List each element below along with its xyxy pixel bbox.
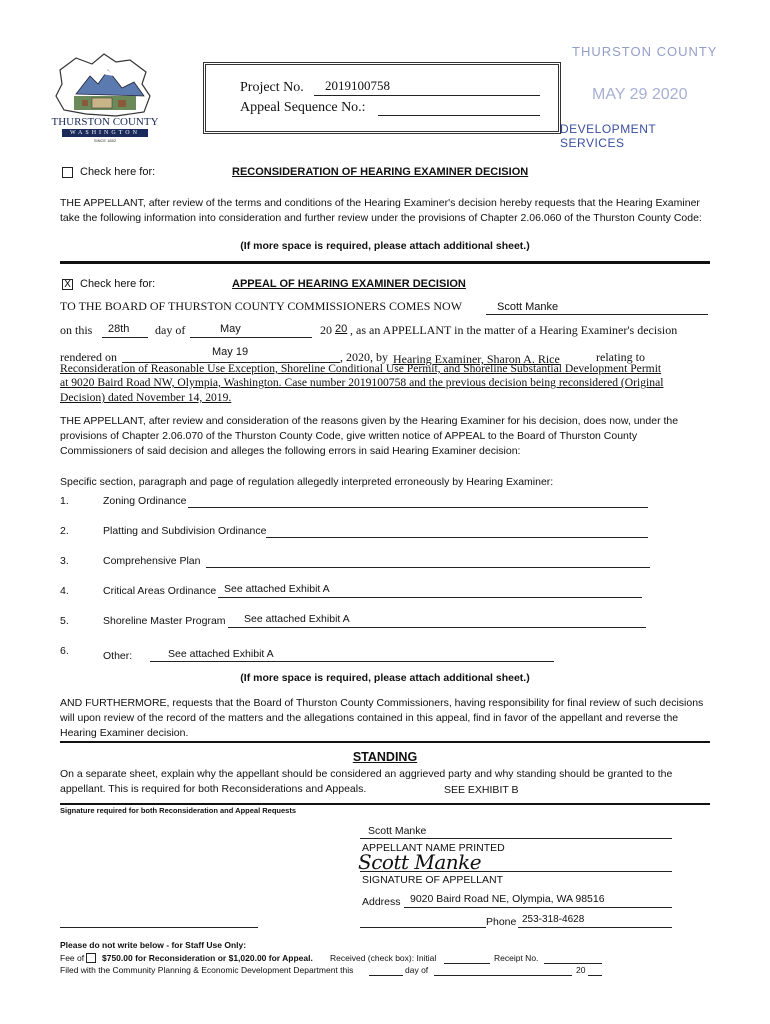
phone-label: Phone: [486, 916, 517, 928]
address-value: 9020 Baird Road NE, Olympia, WA 98516: [410, 893, 605, 905]
staff-blank-line: [60, 927, 258, 928]
standing-divider: [60, 741, 710, 743]
standing-exhibit: SEE EXHIBIT B: [444, 784, 519, 796]
item-label-zoning: Zoning Ordinance: [103, 495, 187, 507]
receipt-label: Receipt No.: [494, 953, 539, 963]
fee-prefix: Fee of: [60, 953, 85, 963]
fee-text: $750.00 for Reconsideration or $1,020.00 for Appeal.: [102, 953, 313, 963]
phone-prefix-line: [360, 927, 486, 928]
county-name: THURSTON COUNTY: [51, 116, 159, 128]
item-value-critical-areas: See attached Exhibit A: [224, 583, 330, 595]
stamp-date: MAY 29 2020: [592, 86, 688, 103]
item-line-shoreline[interactable]: [228, 627, 646, 628]
standing-body: On a separate sheet, explain why the appellant should be considered an aggrieved party and why standing should be granted to the appellant. This is required for both Reconsiderations and Appeals.: [60, 768, 673, 795]
appeal-line1-prefix: TO THE BOARD OF THURSTON COUNTY COMMISSIONERS COMES NOW: [60, 299, 463, 313]
furthermore-text: AND FURTHERMORE, requests that the Board of Thurston County Commissioners, having responsibility for final review of such decisions will upon review of the record of the matters and the allegations contained in this appeal, find in favor of the appellant and reverse the Hearing Examiner decision.: [60, 697, 704, 739]
initial-line[interactable]: [444, 963, 490, 964]
phone-line[interactable]: [518, 927, 672, 928]
appeal-checkbox[interactable]: X: [62, 279, 73, 290]
filed-year: 20: [576, 965, 586, 975]
month-value: May: [220, 323, 241, 335]
reconsideration-note: (If more space is required, please attach additional sheet.): [240, 240, 530, 252]
appellant-name-line: [486, 314, 708, 315]
item-label-shoreline: Shoreline Master Program: [103, 615, 226, 627]
name-printed-value: Scott Manke: [368, 825, 427, 837]
item-number: 1.: [60, 495, 69, 507]
county-seal-icon: [46, 50, 164, 122]
month-line: [190, 337, 312, 338]
matter-line-3: Decision) dated November 14, 2019.: [60, 391, 232, 404]
fee-checkbox[interactable]: [86, 953, 96, 963]
day-line: [102, 337, 148, 338]
appeal-note: (If more space is required, please attach additional sheet.): [240, 672, 530, 684]
reconsideration-body: THE APPELLANT, after review of the terms and conditions of the Hearing Examiner's decision hereby requests that the Hearing Examiner take the following information into consideration and further review under the provisions of Chapter 2.06.060 of the Thurston County Code:: [60, 197, 702, 224]
project-no-label: Project No.: [240, 80, 304, 95]
reconsideration-checkbox[interactable]: [62, 167, 73, 178]
received-stamp: [560, 40, 720, 150]
item-line-platting[interactable]: [266, 537, 648, 538]
filed-day-line[interactable]: [369, 975, 403, 976]
item-number: 5.: [60, 615, 69, 627]
stamp-dept: DEVELOPMENT SERVICES: [560, 122, 656, 150]
appeal-check-label: Check here for:: [80, 278, 156, 290]
signature-value: Scott Manke: [358, 850, 482, 874]
rendered-year: , 2020, by: [340, 350, 388, 364]
county-state-banner: WASHINGTON: [62, 129, 148, 137]
signature-label: SIGNATURE OF APPELLANT: [362, 874, 504, 886]
matter-line-2: at 9020 Baird Road NW, Olympia, Washington. Case number 2019100758 and the previous decision being reconsidered (Original: [60, 376, 664, 389]
item-label-critical-areas: Critical Areas Ordinance: [103, 585, 217, 597]
on-this-label: on this: [60, 323, 93, 337]
address-line[interactable]: [404, 907, 672, 908]
day-value: 28th: [108, 323, 130, 335]
item-label-platting: Platting and Subdivision Ordinance: [103, 525, 267, 537]
rendered-on-label: rendered on: [60, 350, 117, 364]
item-value-other: See attached Exhibit A: [168, 648, 274, 660]
appeal-line2-suffix: , as an APPELLANT in the matter of a Hearing Examiner's decision: [350, 323, 678, 337]
reconsideration-check-label: Check here for:: [80, 166, 156, 178]
specific-intro: Specific section, paragraph and page of regulation allegedly interpreted erroneously by Hearing Examiner:: [60, 476, 554, 488]
year-suffix: 20: [335, 323, 348, 335]
receipt-line[interactable]: [544, 963, 602, 964]
matter-line-1: Reconsideration of Reasonable Use Exception, Shoreline Conditional Use Permit, and Shoreline Substantial Development Permit: [60, 362, 662, 375]
appeal-seq-label: Appeal Sequence No.:: [240, 100, 366, 115]
name-printed-line[interactable]: [360, 838, 672, 839]
section-divider: [60, 261, 710, 264]
appeal-title: APPEAL OF HEARING EXAMINER DECISION: [232, 278, 466, 290]
item-line-critical-areas[interactable]: [218, 597, 642, 598]
year-prefix: 20: [320, 323, 332, 337]
examiner-name: Hearing Examiner, Sharon A. Rice: [393, 352, 560, 366]
filed-year-line[interactable]: [588, 975, 602, 976]
item-number: 3.: [60, 555, 69, 567]
county-since: SINCE 1852: [93, 138, 117, 143]
item-value-shoreline: See attached Exhibit A: [244, 613, 350, 625]
item-number: 4.: [60, 585, 69, 597]
item-line-other[interactable]: [150, 661, 554, 662]
staff-title: Please do not write below - for Staff Use Only:: [60, 940, 247, 950]
project-no-value: 2019100758: [325, 78, 390, 93]
appeal-body: THE APPELLANT, after review and consideration of the reasons given by the Hearing Examiner for his decision, does now, under the provisions of Chapter 2.06.070 of the Thurston County Code, give written notice of APPEAL to the Board of Thurston County Commissioners of said decision and alleges the following errors in said Hearing Examiner decision:: [60, 415, 679, 457]
received-label: Received (check box): Initial: [330, 953, 437, 963]
name-printed-label: APPELLANT NAME PRINTED: [362, 842, 505, 854]
standing-title: STANDING: [352, 750, 418, 764]
item-line-comprehensive[interactable]: [206, 567, 650, 568]
signature-required-note: Signature required for both Reconsideration and Appeal Requests: [60, 806, 297, 815]
reconsideration-title: RECONSIDERATION OF HEARING EXAMINER DECISION: [232, 166, 529, 178]
item-number: 2.: [60, 525, 69, 537]
county-logo: [46, 50, 164, 146]
appellant-name-value: Scott Manke: [497, 301, 559, 313]
item-label-other: Other:: [103, 650, 133, 662]
project-box: [203, 62, 561, 134]
stamp-county: THURSTON COUNTY: [572, 44, 718, 59]
signature-divider: [60, 803, 710, 805]
day-of-label: day of: [155, 323, 186, 337]
item-line-zoning[interactable]: [188, 507, 648, 508]
phone-value: 253-318-4628: [522, 914, 585, 925]
project-no-line: [314, 95, 540, 96]
filed-day-of: day of: [405, 965, 429, 975]
rendered-date-value: May 19: [212, 346, 249, 358]
filed-month-line[interactable]: [434, 975, 572, 976]
appeal-seq-line: [378, 115, 540, 116]
address-label: Address: [362, 896, 401, 908]
item-number: 6.: [60, 645, 69, 657]
filed-label: Filed with the Community Planning & Economic Development Department this: [60, 965, 354, 975]
item-label-comprehensive: Comprehensive Plan: [103, 555, 201, 567]
relating-to-label: relating to: [596, 350, 645, 364]
signature-line[interactable]: [360, 871, 672, 872]
